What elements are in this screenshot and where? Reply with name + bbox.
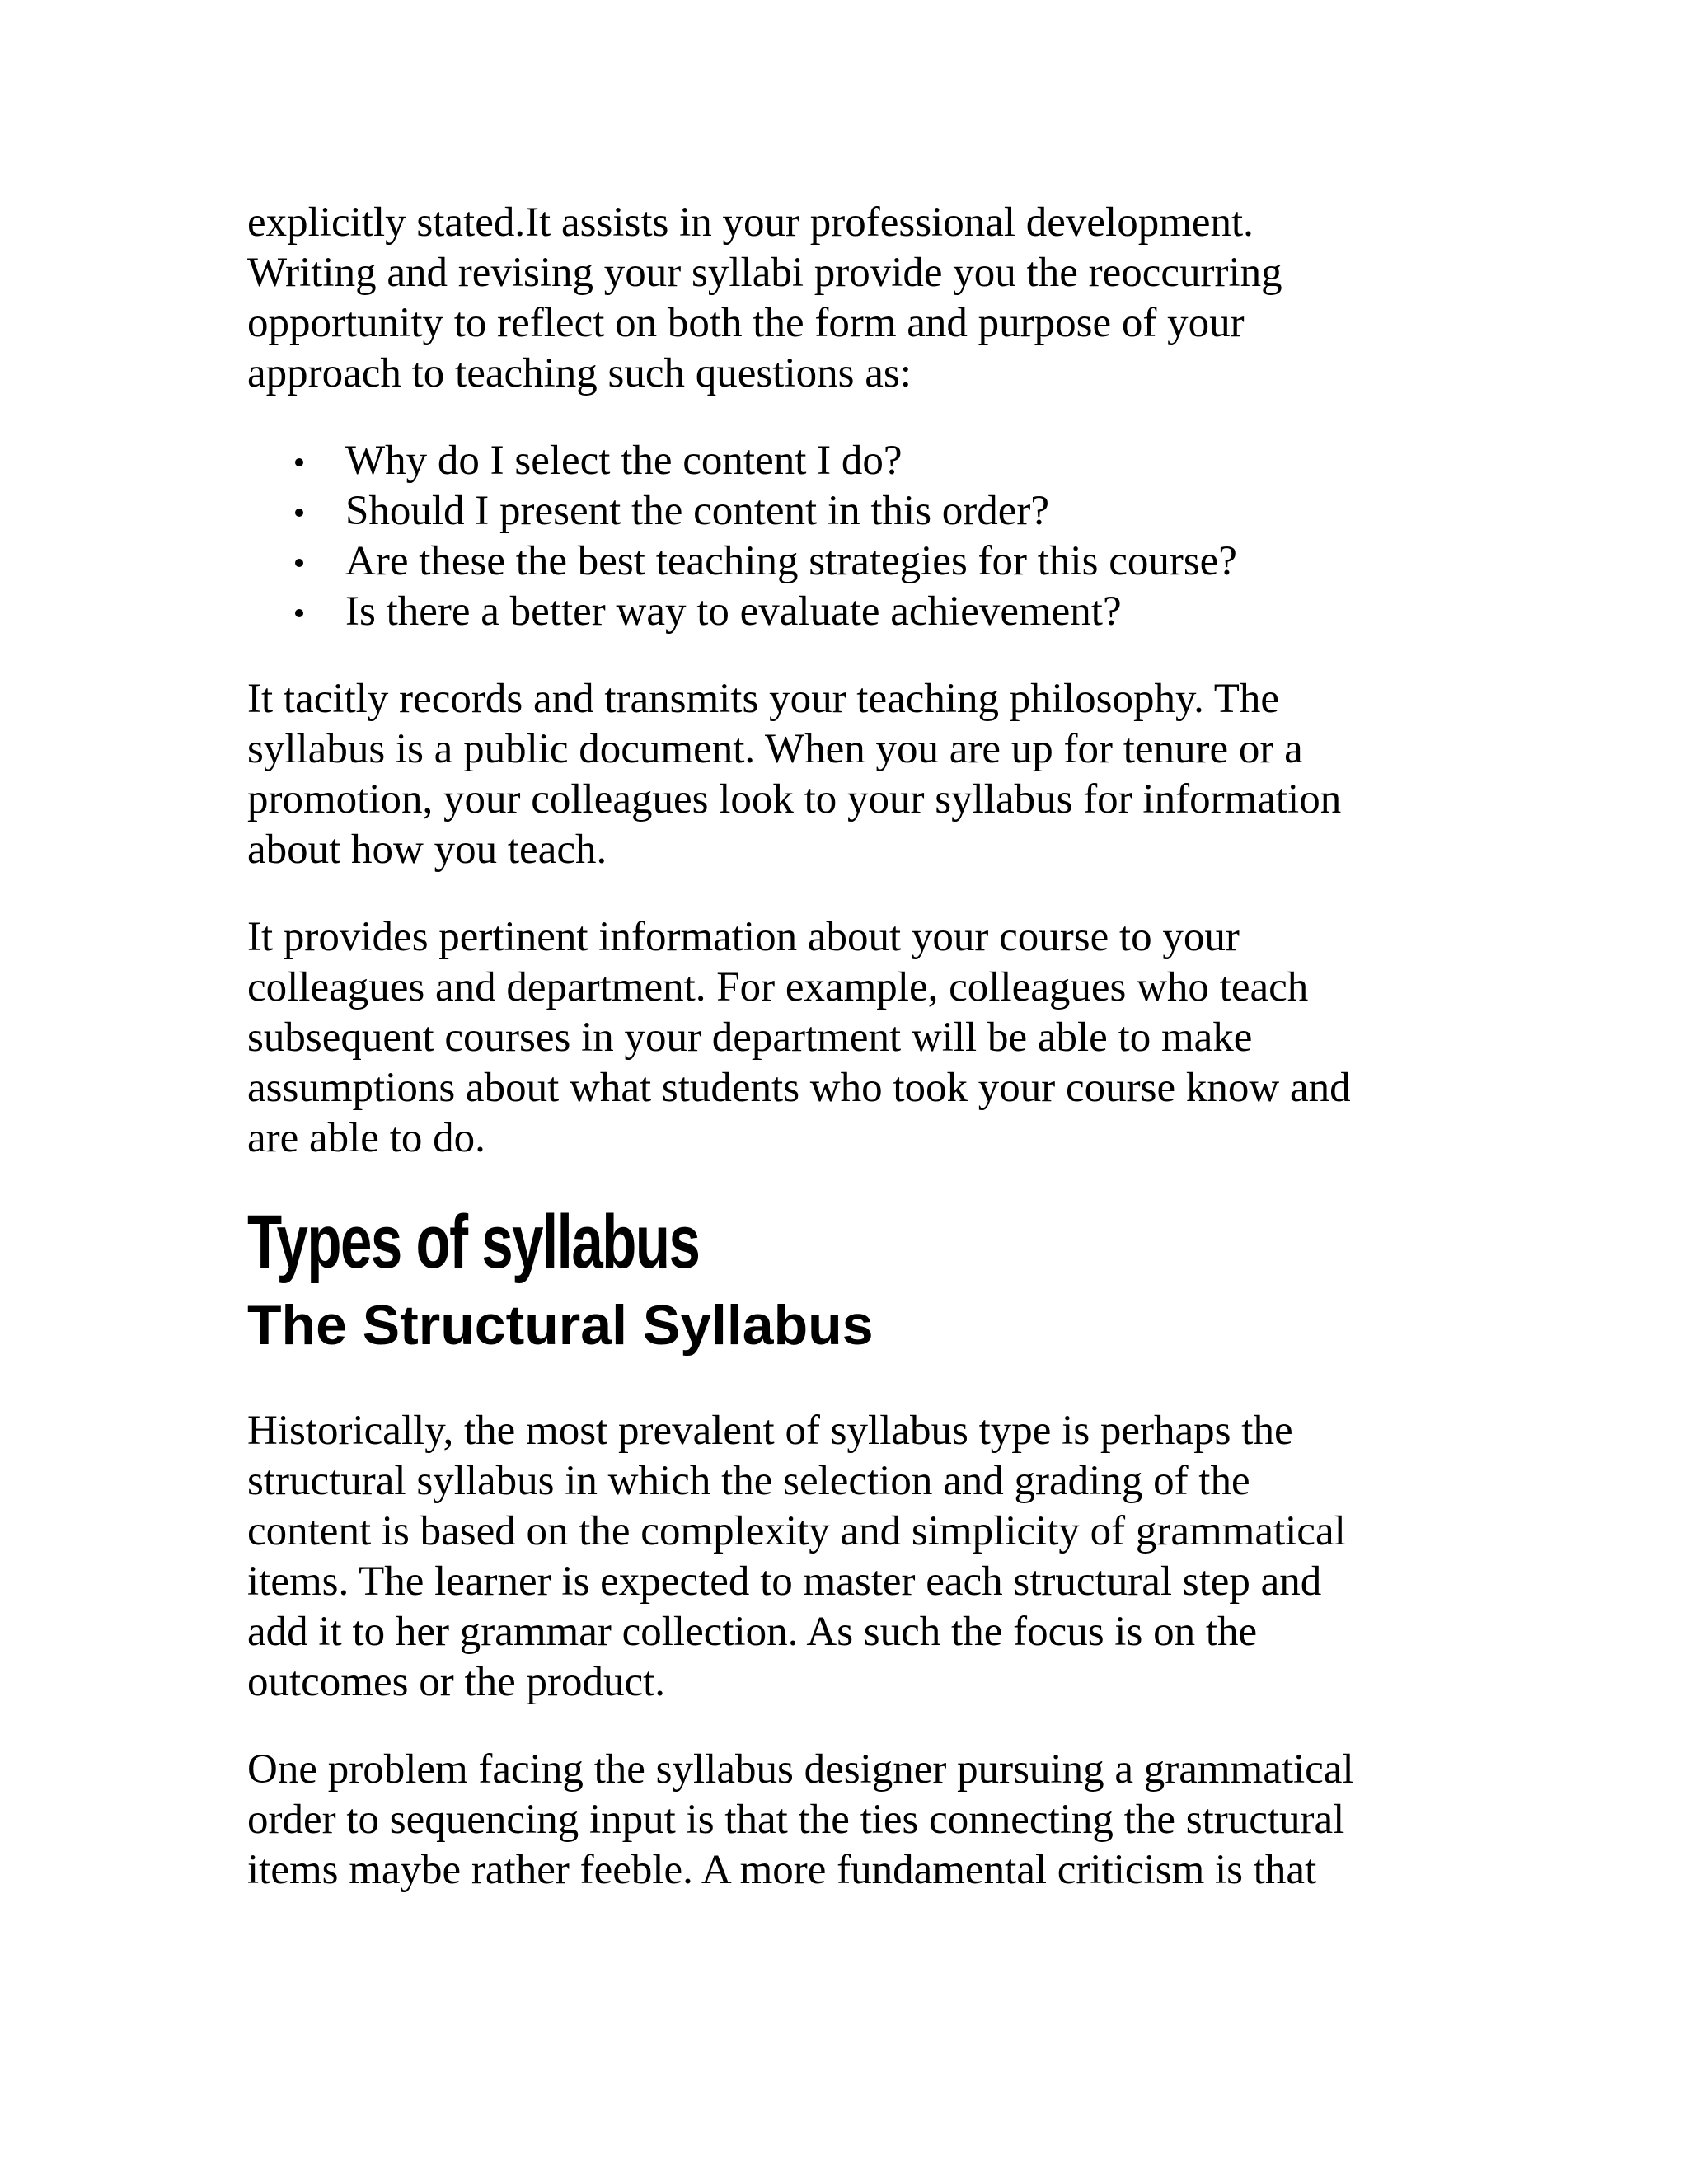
list-item bbox=[247, 587, 1442, 637]
paragraph-line: assumptions about what students who took your course know and bbox=[247, 1065, 1351, 1111]
paragraph-line: Writing and revising your syllabi provide you the reoccurring bbox=[247, 250, 1282, 296]
paragraph-line: colleagues and department. For example, colleagues who teach bbox=[247, 964, 1309, 1010]
bullet-icon bbox=[295, 609, 303, 617]
intro-paragraph bbox=[247, 198, 1442, 399]
document-page bbox=[247, 198, 1442, 1933]
paragraph-line: structural syllabus in which the selection and grading of the bbox=[247, 1458, 1250, 1504]
paragraph-line: are able to do. bbox=[247, 1115, 485, 1161]
colleagues-paragraph bbox=[247, 912, 1442, 1164]
paragraph-line: items maybe rather feeble. A more fundamental criticism is that bbox=[247, 1847, 1317, 1893]
list-item bbox=[247, 486, 1442, 537]
bullet-icon bbox=[295, 458, 303, 466]
paragraph-line: syllabus is a public document. When you are up for tenure or a bbox=[247, 726, 1303, 772]
paragraph-line: opportunity to reflect on both the form and purpose of your bbox=[247, 300, 1245, 346]
paragraph-line: add it to her grammar collection. As such the focus is on the bbox=[247, 1609, 1258, 1655]
list-item bbox=[247, 436, 1442, 486]
paragraph-line: about how you teach. bbox=[247, 827, 607, 873]
subsection-heading: The Structural Syllabus bbox=[247, 1294, 874, 1357]
questions-list bbox=[247, 436, 1442, 637]
list-item-text: Why do I select the content I do? bbox=[345, 438, 903, 484]
paragraph-line: explicitly stated.It assists in your professional development. bbox=[247, 199, 1254, 246]
paragraph-line: items. The learner is expected to master each structural step and bbox=[247, 1558, 1322, 1605]
section-heading: Types of syllabus bbox=[247, 1200, 700, 1284]
list-item bbox=[247, 537, 1442, 587]
bullet-icon bbox=[295, 559, 303, 567]
paragraph-line: promotion, your colleagues look to your syllabus for information bbox=[247, 776, 1342, 823]
paragraph-line: subsequent courses in your department will be able to make bbox=[247, 1015, 1253, 1061]
list-item-text: Is there a better way to evaluate achievement? bbox=[345, 588, 1122, 635]
problem-paragraph bbox=[247, 1745, 1442, 1896]
paragraph-line: outcomes or the product. bbox=[247, 1659, 666, 1705]
paragraph-line: content is based on the complexity and simplicity of grammatical bbox=[247, 1508, 1346, 1554]
bullet-icon bbox=[295, 509, 303, 517]
paragraph-line: Historically, the most prevalent of syllabus type is perhaps the bbox=[247, 1408, 1293, 1454]
paragraph-line: order to sequencing input is that the ties connecting the structural bbox=[247, 1797, 1345, 1843]
paragraph-line: One problem facing the syllabus designer pursuing a grammatical bbox=[247, 1746, 1354, 1793]
paragraph-line: It provides pertinent information about your course to your bbox=[247, 914, 1240, 960]
paragraph-line: approach to teaching such questions as: bbox=[247, 350, 912, 396]
structural-paragraph bbox=[247, 1406, 1442, 1708]
philosophy-paragraph bbox=[247, 674, 1442, 875]
paragraph-line: It tacitly records and transmits your teaching philosophy. The bbox=[247, 676, 1280, 722]
list-item-text: Should I present the content in this order? bbox=[345, 488, 1050, 534]
list-item-text: Are these the best teaching strategies for this course? bbox=[345, 538, 1237, 584]
